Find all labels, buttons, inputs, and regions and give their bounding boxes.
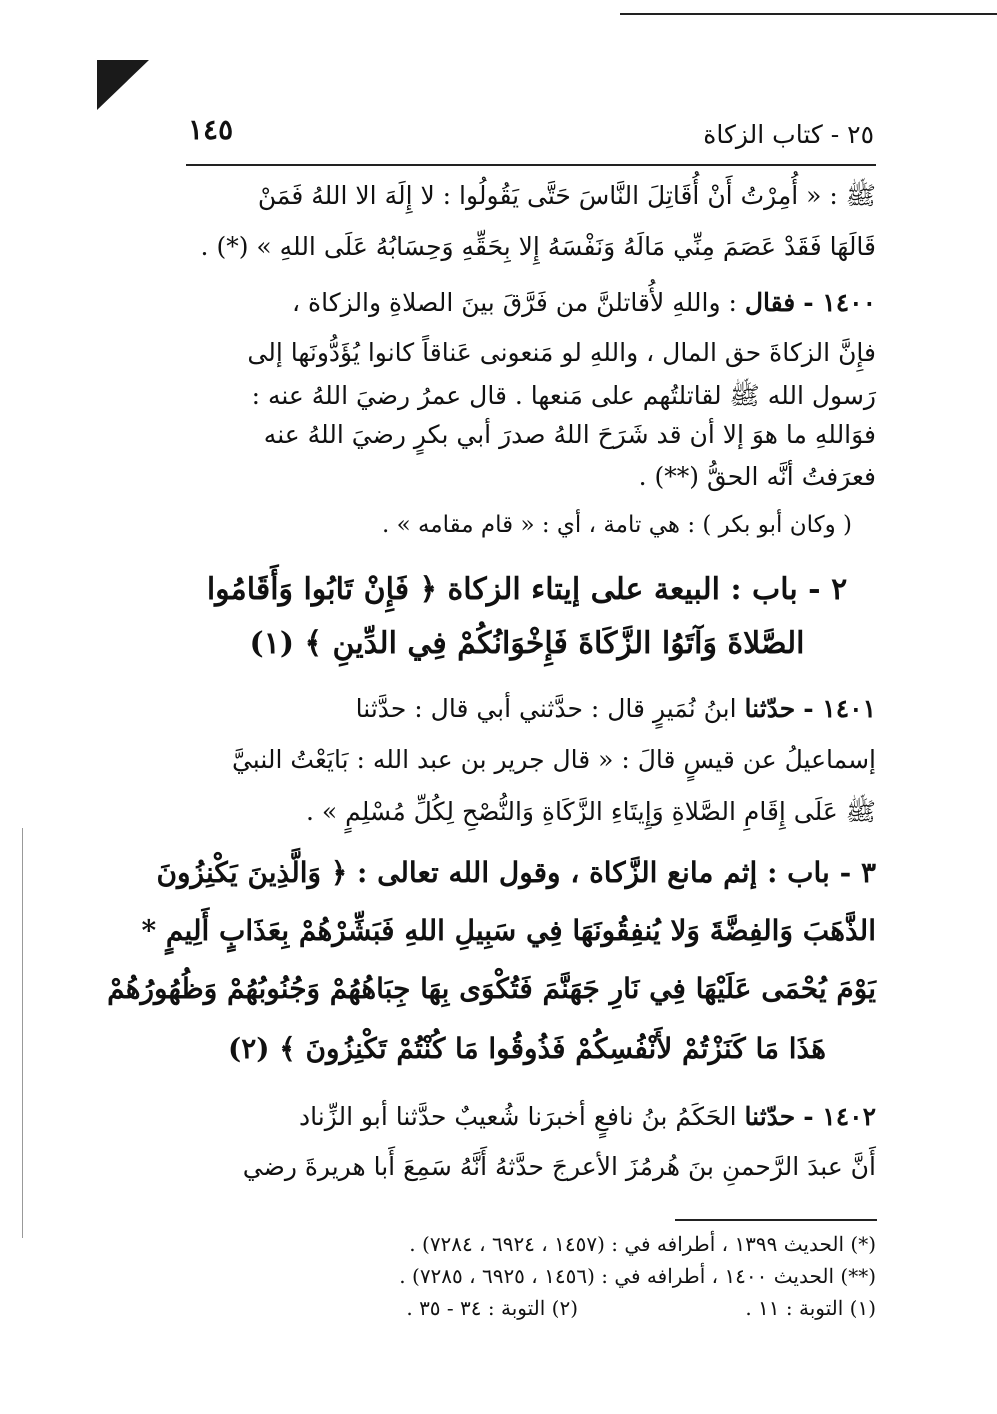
chapter-2-heading-line-1: ٢ - باب : البيعة على إيتاء الزكاة ﴿ فَإِنْ تَابُوا وَأَقَامُوا [206,572,848,607]
hadith-1400-line-4: فوَاللهِ ما هوَ إلا أن قد شَرَحَ اللهُ صدرَ أبي بكرٍ رضيَ اللهُ عنه [263,420,876,449]
footnote-star: (*) الحديث ١٣٩٩ ، أطرافه في : (١٤٥٧ ، ٦٩٢٤ ، ٧٢٨٤) . [409,1232,876,1256]
hadith-number: ١٤٠١ - [803,694,876,723]
footnote-rule [675,1219,877,1221]
hadith-opener: فقال [744,288,796,317]
hadith-text: : واللهِ لأُقاتلنَّ من فَرَّقَ بينَ الصلاةِ والزكاة ، [292,288,737,317]
hadith-1401-line-2: إسماعيلُ عن قيسٍ قالَ : « قال جرير بن عبد الله : بَايَعْتُ النبيَّ [231,745,876,774]
footnote-1: (١) التوبة : ١١ . [745,1296,876,1320]
chapter-3-heading-line-3: يَوْمَ يُحْمَى عَلَيْهَا فِي نَارِ جَهَنَّمَ فَتُكْوَى بِهَا جِبَاهُهُمْ وَجُنُوبُهُمْ وَظُهُورُهُمْ [107,972,876,1005]
header-rule [186,164,876,166]
footnote-double-star: (**) الحديث ١٤٠٠ ، أطرافه في : (١٤٥٦ ، ٦٩٢٥ ، ٧٢٨٥) . [399,1264,876,1288]
hadith-1400-line-1 [178,288,876,317]
chapter-3-heading-line-4: هَذَا مَا كَنَزْتُمْ لأَنْفُسِكُمْ فَذُوقُوا مَا كُنْتُمْ تَكْنِزُونَ ﴾ (٢) [228,1032,826,1065]
margin-line [22,828,23,1238]
hadith-1400-line-5: فعرَفتُ أنَّه الحقُّ (**) . [638,462,876,491]
page-corner-mark [97,60,149,110]
hadith-number: ١٤٠٢ - [803,1102,876,1131]
chapter-3-heading-line-2: الذَّهَبَ وَالفِضَّةَ وَلا يُنفِقُونَهَا فِي سَبِيلِ اللهِ فَبَشِّرْهُمْ بِعَذَابٍ أَلِيمٍ * [141,914,876,947]
hadith-1399-line-1: ﷺ : « أُمِرْتُ أَنْ أُقَاتِلَ النَّاسَ حَتَّى يَقُولُوا : لا إِلَهَ الا اللهُ فَمَنْ [257,181,876,210]
hadith-1401-line-1 [178,694,876,723]
hadith-number: ١٤٠٠ - [803,288,876,317]
top-rule [620,13,997,15]
hadith-1400-line-3: رَسول الله ﷺ لقاتلتُهم على مَنعها . قال عمرُ رضيَ اللهُ عنه : [251,381,876,410]
chapter-3-heading-line-1: ٣ - باب : إثم مانع الزَّكاة ، وقول الله تعالى : ﴿ وَالَّذِينَ يَكْنِزُونَ [156,856,876,889]
hadith-opener: حدّثنا [744,1102,796,1131]
explanatory-note: ( وكان أبو بكر ) : هي تامة ، أي : « قام مقامه » . [381,512,852,538]
hadith-text: الحَكَمُ بنُ نافعٍ أخبرَنا شُعيبٌ حدَّثنا أبو الزِّناد [298,1102,737,1131]
footnote-2: (٢) التوبة : ٣٤ - ٣٥ . [406,1296,578,1320]
hadith-1402-line-1 [178,1102,876,1131]
page-number: ١٤٥ [188,113,234,146]
running-title: ٢٥ - كتاب الزكاة [703,120,874,149]
hadith-opener: حدّثنا [744,694,796,723]
hadith-1402-line-2: أَنَّ عبدَ الرَّحمنِ بنَ هُرمُزَ الأعرجَ حدَّثهُ أَنَّهُ سَمِعَ أَبا هريرةَ رضي [242,1152,876,1181]
hadith-1400-line-2: فإِنَّ الزكاةَ حق المال ، واللهِ لو مَنعونى عَناقاً كانوا يُؤَدُّونَها إلى [247,338,876,367]
hadith-1401-line-3: ﷺ عَلَى إِقَامِ الصَّلاةِ وَإِيتَاءِ الزَّكَاةِ وَالنُّصْحِ لِكُلِّ مُسْلِمٍ » . [305,797,876,826]
hadith-text: ابنُ نُمَيرٍ قال : حدَّثني أبي قال : حدَّثنا [355,694,737,723]
chapter-2-heading-line-2: الصَّلاةَ وَآتَوُا الزَّكَاةَ فَإِخْوَانُكُمْ فِي الدِّينِ ﴾ (١) [249,626,805,661]
hadith-1399-line-2: قَالَهَا فَقَدْ عَصَمَ مِنِّي مَالَهُ وَنَفْسَهُ إِلا بِحَقِّهِ وَحِسَابُهُ عَلَى اللهِ » (*) . [200,232,876,261]
